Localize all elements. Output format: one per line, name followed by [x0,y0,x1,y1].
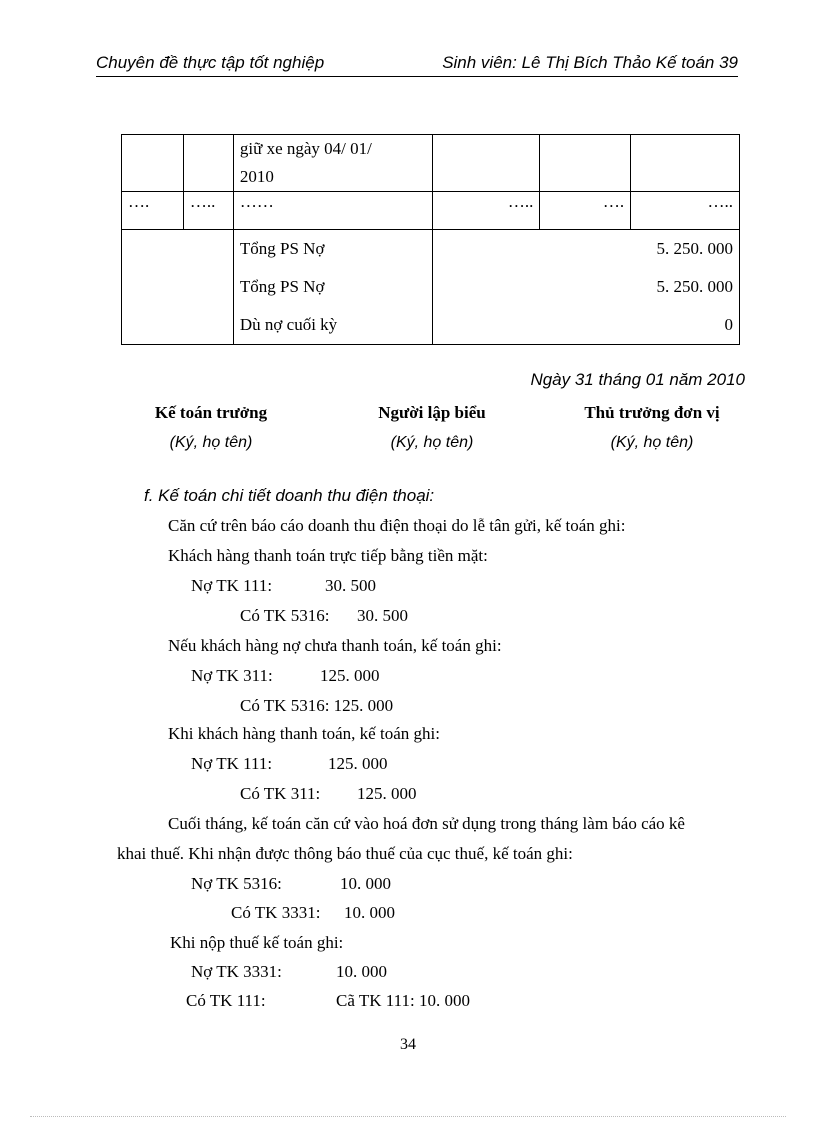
entry-value: 10. 000 [344,903,395,922]
signature-sub: (Ký, họ tên) [169,434,253,451]
table-row [122,192,740,230]
entry-debit: Nợ TK 111: [191,754,273,773]
entry-credit: Có TK 5316: [240,606,330,625]
entry-value: 10. 000 [340,874,391,893]
entry-credit: Có TK 111: [186,991,266,1010]
entry-credit: Có TK 3331: [231,903,321,922]
paragraph: Căn cứ trên báo cáo doanh thu điện thoại do lễ tân gửi, kế toán ghi: [168,516,626,535]
paragraph: Khách hàng thanh toán trực tiếp bằng tiền mặt: [168,546,488,565]
entry-value: Cã TK 111: 10. 000 [336,991,470,1010]
signature-sub: (Ký, họ tên) [610,434,694,451]
cell-description [233,135,432,192]
signature-title: Thủ trưởng đơn vị [584,403,720,422]
ledger-table [121,134,740,345]
cell [540,135,631,192]
cell [631,135,740,192]
paragraph: Khi nộp thuế kế toán ghi: [170,933,344,952]
signature-chief-accountant [111,399,311,459]
entry-debit: Nợ TK 111: [191,576,273,595]
totals-values [432,230,740,345]
cell: …… [233,192,432,230]
signature-title: Kế toán trưởng [154,403,268,422]
page-number: 34 [400,1036,416,1053]
signature-date: Ngày 31 tháng 01 năm 2010 [530,370,745,389]
paragraph: Cuối tháng, kế toán căn cứ vào hoá đơn sử dụng trong tháng làm báo cáo kê [168,814,685,833]
cell [183,135,233,192]
total-label: Tổng PS Nợ [239,239,325,258]
cell: ….. [631,192,740,230]
entry-debit: Nợ TK 3331: [191,962,282,981]
description-line: 2010 [239,167,274,186]
table-row-totals [122,230,740,345]
divider [30,1116,786,1117]
entry-value: 125. 000 [328,754,388,773]
entry-debit: Nợ TK 311: [191,666,273,685]
entry-value: 125. 000 [320,666,380,685]
entry-value: 30. 500 [325,576,376,595]
entry-value: 125. 000 [357,784,417,803]
entry-debit: Nợ TK 5316: [191,874,282,893]
paragraph: Nếu khách hàng nợ chưa thanh toán, kế toán ghi: [168,636,502,655]
paragraph: Khi khách hàng thanh toán, kế toán ghi: [168,724,440,743]
cell [432,135,540,192]
paragraph: khai thuế. Khi nhận được thông báo thuế của cục thuế, kế toán ghi: [117,844,573,863]
table-row [122,135,740,192]
totals-labels [233,230,432,345]
signature-head-of-unit [552,399,752,459]
cell: …. [540,192,631,230]
total-value: 0 [724,315,733,334]
cell [122,135,184,192]
header-title: Chuyên đề thực tập tốt nghiệp [96,53,325,72]
cell: ….. [432,192,540,230]
entry-credit: Có TK 311: [240,784,321,803]
signature-sub: (Ký, họ tên) [390,434,474,451]
entry-value: 30. 500 [357,606,408,625]
entry-value: 10. 000 [336,962,387,981]
total-value: 5. 250. 000 [656,277,733,296]
page-header [96,52,738,77]
entry-credit: Có TK 5316: 125. 000 [240,696,394,715]
description-line: giữ xe ngày 04/ 01/ [239,139,372,158]
signature-preparer [332,399,532,459]
header-student: Sinh viên: Lê Thị Bích Thảo Kế toán 39 [442,53,738,72]
total-value: 5. 250. 000 [656,239,733,258]
cell: …. [122,192,184,230]
section-title: f. Kế toán chi tiết doanh thu điện thoại: [144,486,435,505]
signature-title: Người lập biểu [378,403,486,422]
cell [122,230,234,345]
total-label: Tổng PS Nợ [239,277,325,296]
cell: ….. [183,192,233,230]
total-label: Dù nợ cuối kỳ [239,315,338,334]
